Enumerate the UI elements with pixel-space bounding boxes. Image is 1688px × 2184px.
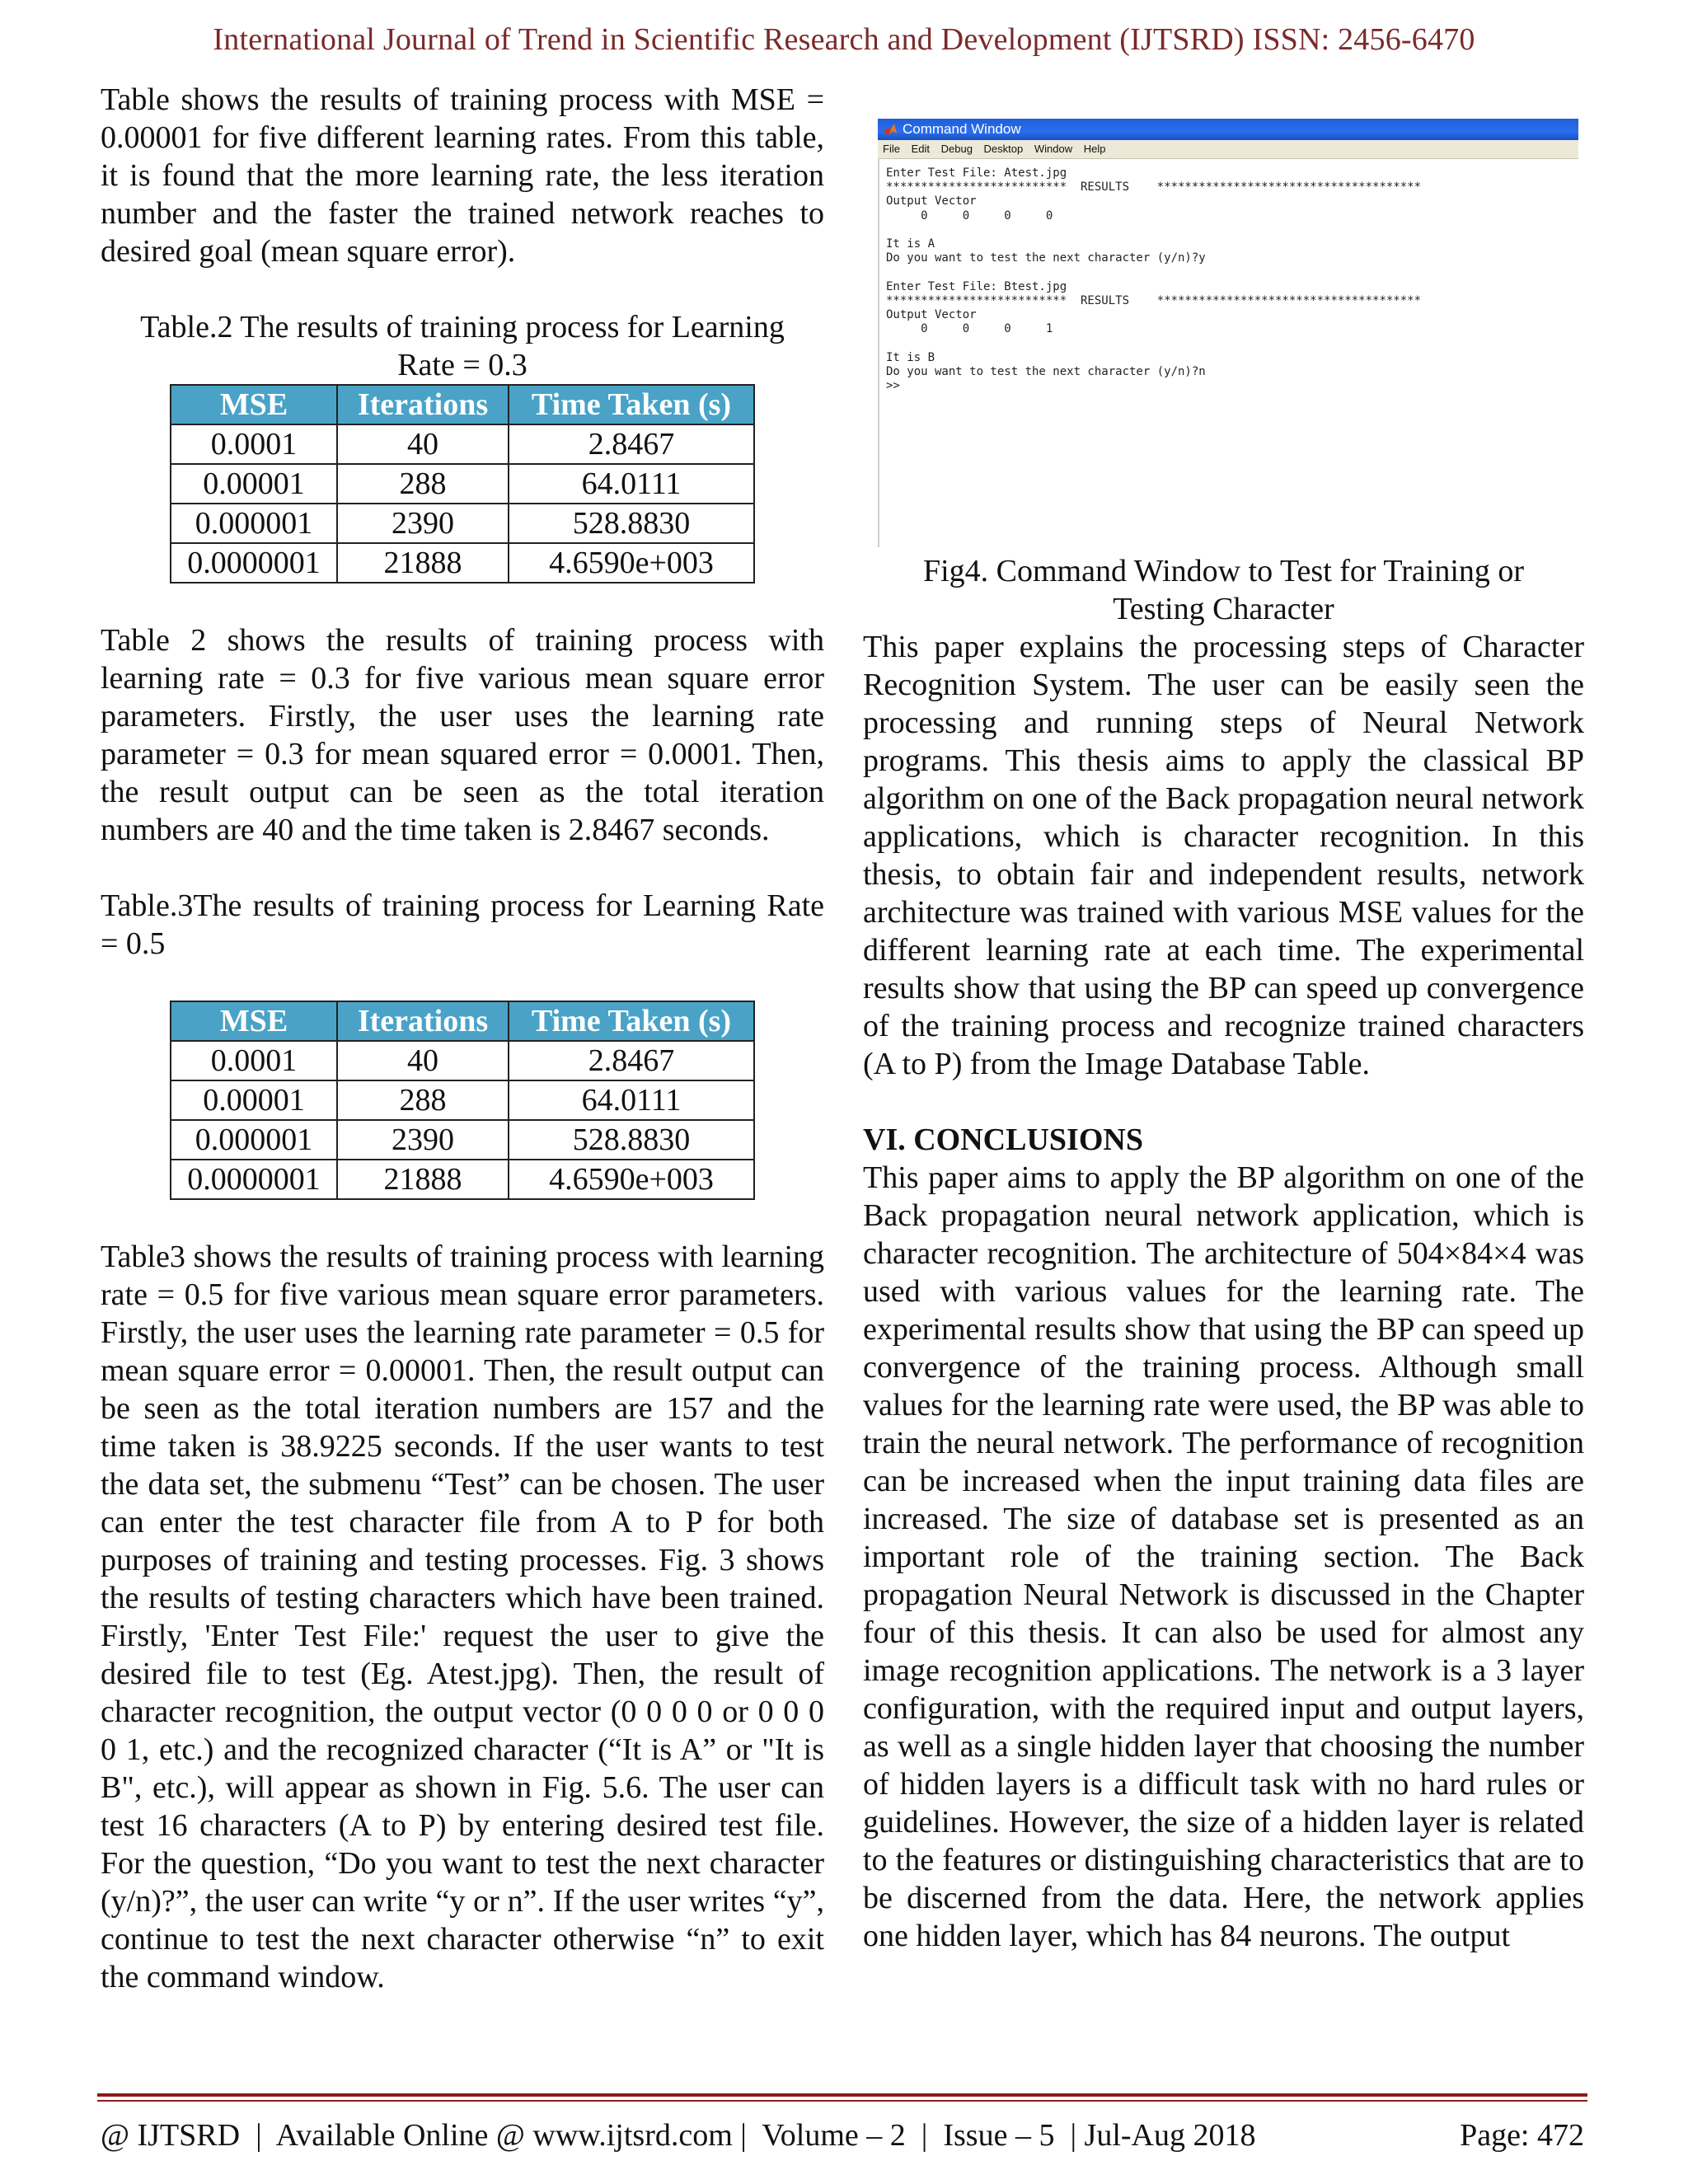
- table2-caption-line2: Rate = 0.3: [397, 348, 528, 382]
- console-line: Do you want to test the next character (y/n)?y: [886, 251, 1206, 265]
- command-window-output: [878, 158, 1578, 547]
- footer-rule-thin: [97, 2100, 1587, 2102]
- fig4-caption-line1: Fig4. Command Window to Test for Training or: [922, 554, 1525, 588]
- table-header-row: [171, 385, 754, 424]
- fig4-caption-line2: Testing Character: [1113, 592, 1334, 626]
- table-row: [171, 424, 754, 464]
- cell-mse: 0.0001: [171, 424, 337, 464]
- console-line: [886, 336, 1578, 350]
- console-line: ************************** RESULTS **************************************: [886, 180, 1422, 194]
- table2-caption-line1: Table.2 The results of training process for Learning: [140, 310, 785, 344]
- cell-mse: 0.0001: [171, 1041, 337, 1080]
- right-column: [863, 81, 1584, 1955]
- console-prompt[interactable]: >>: [886, 379, 900, 393]
- console-line: Enter Test File: Btest.jpg: [886, 279, 1067, 293]
- table-row: [171, 543, 754, 583]
- command-window-menubar: [878, 140, 1578, 159]
- cell-mse: 0.000001: [171, 504, 337, 543]
- console-line: It is A: [886, 237, 935, 251]
- table-row: [171, 1041, 754, 1080]
- cell-mse: 0.00001: [171, 464, 337, 504]
- menu-desktop[interactable]: Desktop: [983, 143, 1024, 155]
- column-header-iterations: Iterations: [337, 1001, 509, 1041]
- command-window-figure: [878, 119, 1578, 547]
- cell-time: 2.8467: [509, 424, 754, 464]
- cell-time: 4.6590e+003: [509, 543, 754, 583]
- console-line: Output Vector: [886, 308, 977, 322]
- page-footer: [101, 2116, 1584, 2154]
- cell-mse: 0.00001: [171, 1080, 337, 1120]
- table3: [170, 1001, 755, 1200]
- left-paragraph-1: Table shows the results of training process with MSE = 0.00001 for five different learning rates. From this table, it is found that the more learning rate, the less iteration number and the faster the trained network reaches to desired goal (mean square error).: [101, 82, 824, 269]
- console-line: 0 0 0 1: [886, 322, 1053, 336]
- console-line: [886, 265, 1578, 279]
- cell-time: 528.8830: [509, 504, 754, 543]
- left-paragraph-3: Table3 shows the results of training process with learning rate = 0.5 for five various mean square error parameters. Firstly, the user uses the learning rate parameter = 0.5 for mean square error = 0.00001. Then, the result output can be seen as the total iteration numbers are 157 and the time taken is 38.9225 seconds. If the user wants to test the data set, the submenu “Test” can be chosen. The user can enter the test character file from A to P for both purposes of training and testing processes. Fig. 3 shows the results of testing characters which have been trained. Firstly, 'Enter Test File:' request the user to give the desired file to test (Eg. Atest.jpg). Then, the result of character recognition, the output vector (0 0 0 0 or 0 0 0 0 1, etc.) and the recognized character (“It is A” or "It is B", etc.), will appear as shown in Fig. 5.6. The user can test 16 characters (A to P) by entering desired test file. For the question, “Do you want to test the next character (y/n)?”, the user can write “y or n”. If the user writes “y”, continue to test the next character otherwise “n” to exit the command window.: [101, 1240, 824, 1994]
- cell-iterations: 2390: [337, 504, 509, 543]
- cell-iterations: 40: [337, 1041, 509, 1080]
- column-header-mse: MSE: [171, 1001, 337, 1041]
- page-number: Page: 472: [1460, 2118, 1584, 2153]
- cell-time: 2.8467: [509, 1041, 754, 1080]
- column-header-time: Time Taken (s): [509, 385, 754, 424]
- menu-debug[interactable]: Debug: [940, 143, 973, 155]
- table-row: [171, 1120, 754, 1160]
- column-header-time: Time Taken (s): [509, 1001, 754, 1041]
- menu-file[interactable]: File: [883, 143, 900, 155]
- cell-iterations: 21888: [337, 543, 509, 583]
- left-paragraph-2: Table 2 shows the results of training process with learning rate = 0.3 for five various mean square error parameters. Firstly, the user uses the learning rate parameter = 0.3 for mean squared error = 0.0001. Then, the result output can be seen as the total iteration numbers are 40 and the time taken is 2.8467 seconds.: [101, 623, 824, 847]
- menu-window[interactable]: Window: [1034, 143, 1073, 155]
- console-line: Do you want to test the next character (y/n)?n: [886, 364, 1206, 378]
- footer-rule: [97, 2093, 1587, 2097]
- table-row: [171, 1080, 754, 1120]
- table-header-row: [171, 1001, 754, 1041]
- cell-time: 528.8830: [509, 1120, 754, 1160]
- section-title-conclusions: VI. CONCLUSIONS: [863, 1122, 1143, 1157]
- right-paragraph-2: This paper aims to apply the BP algorithm on one of the Back propagation neural network application, which is character recognition. The architecture of 504×84×4 was used with various values for the learning rate. The experimental results show that using the BP can speed up convergence of the training process. Although small values for the learning rate were used, the BP was able to train the neural network. The performance of recognition can be increased when the input training data files are increased. The size of database set is presented as an important role of the training section. The Back propagation Neural Network is discussed in the Chapter four of this thesis. It can also be used for almost any image recognition applications. The network is a 3 layer configuration, with the required input and output layers, as well as a single hidden layer that choosing the number of hidden layers is a difficult task with no hard rules or guidelines. However, the size of a hidden layer is related to the features or distinguishing characteristics that are to be discerned from the data. Here, the network applies one hidden layer, which has 84 neurons. The output: [863, 1160, 1584, 1953]
- cell-time: 64.0111: [509, 464, 754, 504]
- footer-info: @ IJTSRD | Available Online @ www.ijtsrd.com | Volume – 2 | Issue – 5 | Jul-Aug 2018: [101, 2118, 1256, 2153]
- cell-time: 4.6590e+003: [509, 1160, 754, 1199]
- cell-mse: 0.0000001: [171, 1160, 337, 1199]
- console-line: It is B: [886, 350, 935, 364]
- cell-iterations: 40: [337, 424, 509, 464]
- table2: [170, 384, 755, 583]
- column-header-mse: MSE: [171, 385, 337, 424]
- console-line: 0 0 0 0: [886, 209, 1053, 223]
- cell-iterations: 288: [337, 464, 509, 504]
- command-window-titlebar: [878, 119, 1578, 140]
- cell-mse: 0.000001: [171, 1120, 337, 1160]
- matlab-logo-icon: [883, 122, 898, 137]
- column-header-iterations: Iterations: [337, 385, 509, 424]
- console-line: Enter Test File: Atest.jpg: [886, 166, 1067, 180]
- cell-iterations: 21888: [337, 1160, 509, 1199]
- table-row: [171, 504, 754, 543]
- table-row: [171, 464, 754, 504]
- cell-time: 64.0111: [509, 1080, 754, 1120]
- console-line: ************************** RESULTS **************************************: [886, 293, 1422, 307]
- journal-header: International Journal of Trend in Scientific Research and Development (IJTSRD) ISSN: 2456-6470: [213, 22, 1475, 57]
- right-paragraph-1: This paper explains the processing steps of Character Recognition System. The user can be easily seen the processing and running steps of Neural Network programs. This thesis aims to apply the classical BP algorithm on one of the Back propagation neural network applications, which is character recognition. In this thesis, to obtain fair and independent results, network architecture was trained with various MSE values for the different learning rate at each time. The experimental results show that using the BP can speed up convergence of the training process and recognize trained characters (A to P) from the Image Database Table.: [863, 630, 1584, 1081]
- left-column: [101, 81, 824, 1996]
- cell-mse: 0.0000001: [171, 543, 337, 583]
- cell-iterations: 288: [337, 1080, 509, 1120]
- console-line: Output Vector: [886, 194, 977, 209]
- cell-iterations: 2390: [337, 1120, 509, 1160]
- console-line: [886, 223, 1578, 237]
- menu-edit[interactable]: Edit: [911, 143, 930, 155]
- table3-caption: Table.3The results of training process for Learning Rate = 0.5: [101, 888, 824, 961]
- menu-help[interactable]: Help: [1083, 143, 1106, 155]
- table-row: [171, 1160, 754, 1199]
- command-window-title: Command Window: [903, 121, 1021, 137]
